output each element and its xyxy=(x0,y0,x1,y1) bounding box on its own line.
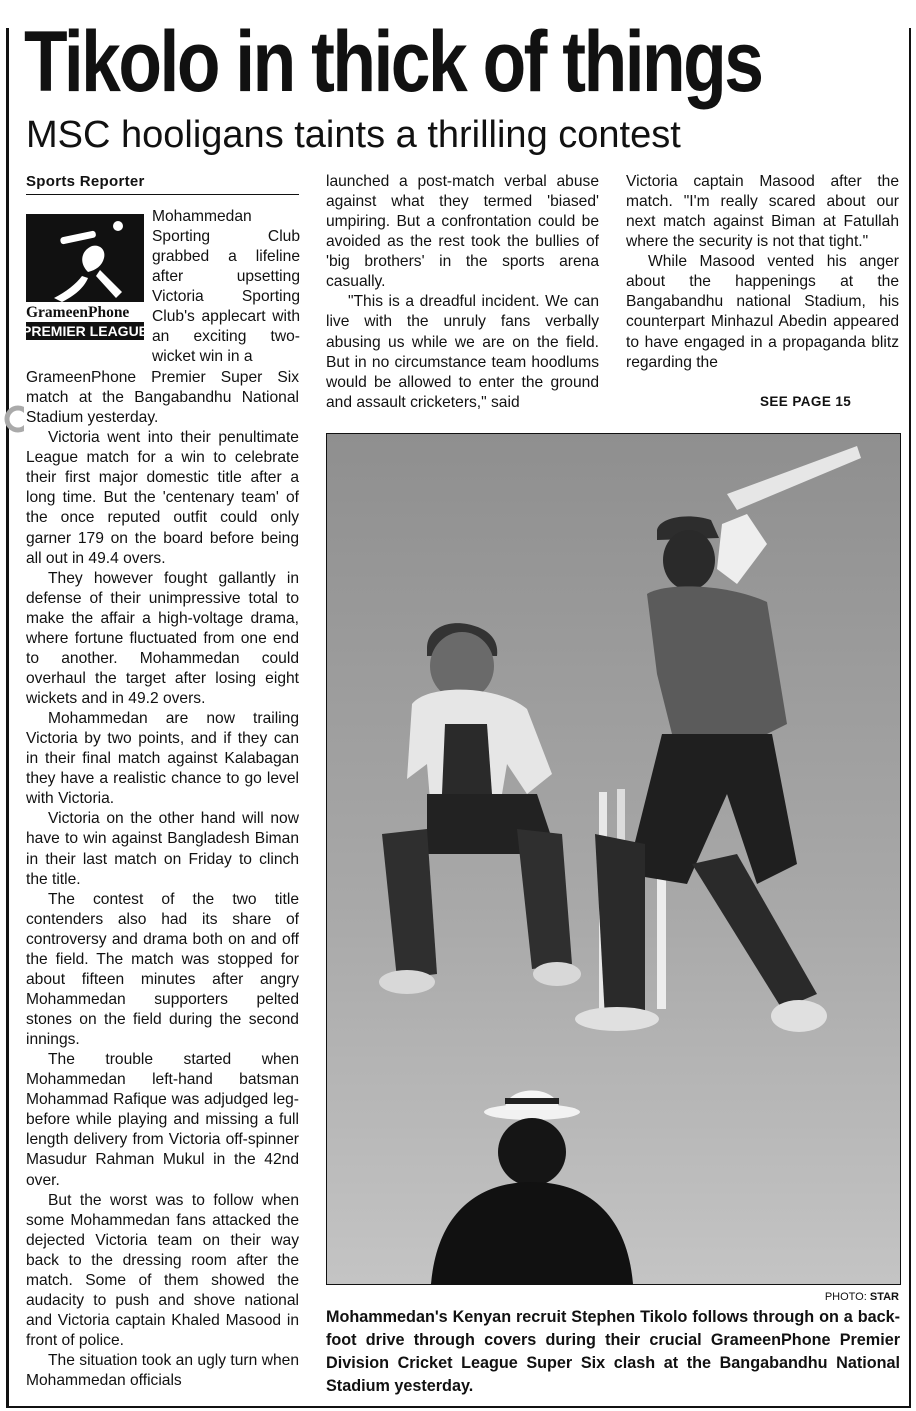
paragraph-6: The contest of the two title contenders also had its share of controversy and drama both on and off the field. The match was stopped for about fifteen minutes after angry Mohammedan supporters pelted stones on the field during the second innings. xyxy=(26,890,299,1049)
photo-credit xyxy=(760,1291,899,1303)
paragraph-2: Victoria went into their penultimate League match for a win to celebrate their first major domestic title after a long time. But the 'centenary team' of the once reputed outfit could only garner 179 on the board before being all out in 49.4 overs. xyxy=(26,429,299,567)
intro-paragraph-wrap: Mohammedan Sporting Club grabbed a lifeline after upsetting Victoria Sporting Club's applecart with an exciting two-wicket win in a xyxy=(152,208,300,366)
bottom-border-rule xyxy=(6,1406,911,1408)
paragraph-5: Victoria on the other hand will now have to win against Bangladesh Biman in their last match on Friday to clinch the title. xyxy=(26,810,299,888)
article-column-3 xyxy=(626,172,899,373)
photo-caption: Mohammedan's Kenyan recruit Stephen Tikolo follows through on a back-foot drive through covers during their crucial GrameenPhone Premier Division Cricket League Super Six clash at the Bangabandhu National Stadium yesterday. xyxy=(326,1308,900,1395)
subheadline: MSC hooligans taints a thrilling contest xyxy=(26,114,681,156)
right-border-rule xyxy=(909,28,911,1408)
logo-line1: GrameenPhone xyxy=(26,304,130,321)
binder-hole-icon xyxy=(0,404,24,434)
paragraph-3: They however fought gallantly in defense of their unimpressive total to make the affair a high-voltage drama, where fortune fluctuated from one end to another. Mohammedan could overhaul the target after losing eight wickets and in 49.2 overs. xyxy=(26,569,299,707)
see-page-jump: SEE PAGE 15 xyxy=(760,394,852,409)
left-border-rule xyxy=(6,28,9,1408)
article-intro-wrapped xyxy=(152,207,300,368)
photo-credit-source: STAR xyxy=(869,1291,899,1303)
headline: Tikolo in thick of things xyxy=(24,14,762,110)
paragraph-4: Mohammedan are now trailing Victoria by two points, and if they can in their final match against Kalabagan they have a realistic chance to go level with Victoria. xyxy=(26,710,299,808)
article-column-2 xyxy=(326,172,599,413)
cricket-photo xyxy=(326,433,901,1285)
column-3-paragraph-1: Victoria captain Masood after the match. "I'm really scared about our next match against Biman at Fatullah where the security is not that tight." xyxy=(626,173,899,251)
byline: Sports Reporter xyxy=(26,172,299,195)
photo-credit-prefix: PHOTO: xyxy=(824,1291,867,1303)
paragraph-8: But the worst was to follow when some Mohammedan fans attacked the dejected Victoria team on their way back to the dressing room after the match. Some of them showed the audacity to push and shove national and Victoria captain Khaled Masood in front of police. xyxy=(26,1191,299,1349)
column-3-paragraph-2: While Masood vented his anger about the happenings at the Bangabandhu national Stadium, his counterpart Minhazul Abedin appeared to have engaged in a propaganda blitz regarding the xyxy=(626,253,899,371)
paragraph-9: The situation took an ugly turn when Mohammedan officials xyxy=(26,1352,299,1390)
intro-paragraph-rest: GrameenPhone Premier Super Six match at the Bangabandhu National Stadium yesterday. xyxy=(26,369,299,427)
paragraph-7: The trouble started when Mohammedan left-hand batsman Mohammad Rafique was adjudged leg-before while playing and missing a full length delivery from Victoria off-spinner Masudur Rahman Mukul in the 42nd over. xyxy=(26,1051,299,1189)
grameenphone-premier-league-logo xyxy=(26,214,144,340)
column-2-paragraph-1: launched a post-match verbal abuse against what they termed 'biased' umpiring. But a confrontation could be avoided as the rest took the bullies of 'big brothers' in the sports arena casually. xyxy=(326,173,599,291)
article-column-1 xyxy=(26,368,299,1391)
logo-line2: PREMIER LEAGUE xyxy=(26,323,144,339)
column-2-paragraph-2: "This is a dreadful incident. We can live with the unruly fans verbally abusing us while we are on the field. But in no circumstance team hoodlums would be allowed to enter the ground and assault cricketers," said xyxy=(326,293,599,411)
